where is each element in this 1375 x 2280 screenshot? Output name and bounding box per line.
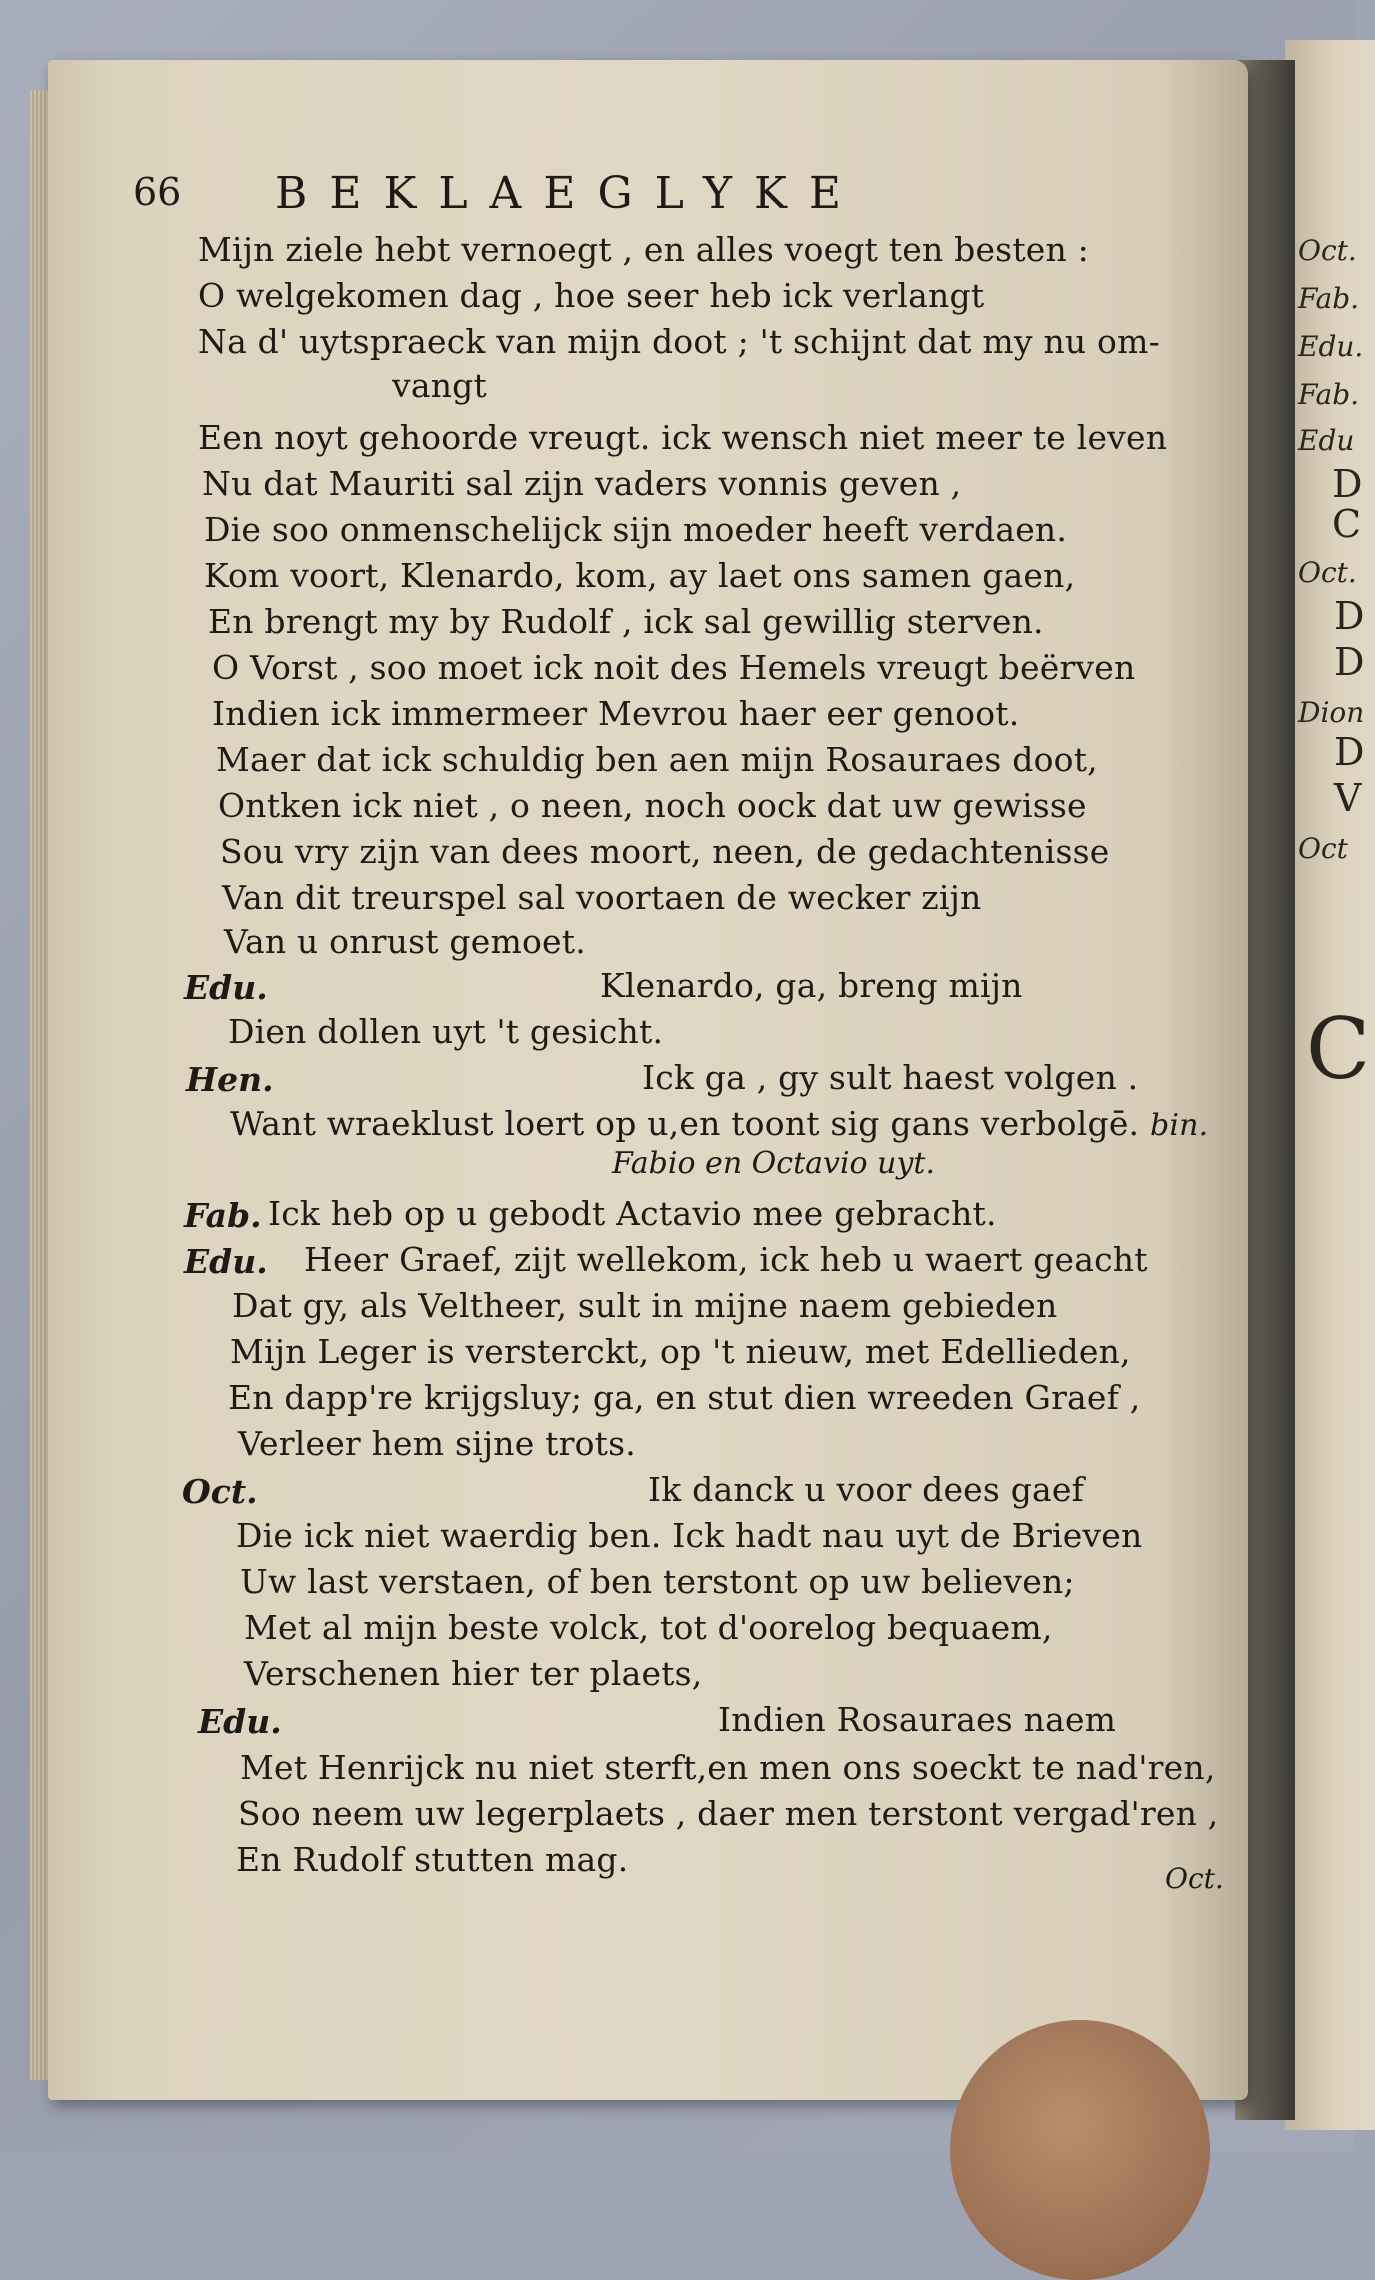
running-title: BEKLAEGLYKE bbox=[275, 168, 864, 219]
dialogue-line: Ick ga , gy sult haest volgen . bbox=[642, 1058, 1139, 1097]
facing-page-fragment: D bbox=[1332, 462, 1363, 506]
dialogue-line: Klenardo, ga, breng mijn bbox=[600, 966, 1023, 1005]
speaker-label: Edu. bbox=[198, 1702, 282, 1741]
verse-line: O welgekomen dag , hoe seer heb ick verlangt bbox=[198, 276, 985, 315]
speaker-label: Edu. bbox=[184, 1242, 268, 1281]
verse-line: Een noyt gehoorde vreugt. ick wensch niet meer te leven bbox=[198, 418, 1168, 457]
verse-line: Indien ick immermeer Mevrou haer eer genoot. bbox=[212, 694, 1020, 733]
dialogue-line: Ick heb op u gebodt Actavio mee gebracht. bbox=[268, 1194, 997, 1233]
verse-line: Na d' uytspraeck van mijn doot ; 't schijnt dat my nu om- bbox=[198, 322, 1160, 361]
verse-line: Sou vry zijn van dees moort, neen, de gedachtenisse bbox=[220, 832, 1110, 871]
stage-direction: Fabio en Octavio uyt. bbox=[612, 1146, 936, 1181]
verse-line: Mijn ziele hebt vernoegt , en alles voegt ten besten : bbox=[198, 230, 1089, 269]
dialogue-line: Met Henrijck nu niet sterft,en men ons soeckt te nad'ren, bbox=[240, 1748, 1216, 1787]
facing-page-fragment: Dion bbox=[1298, 696, 1365, 729]
dialogue-line: Verschenen hier ter plaets, bbox=[244, 1654, 703, 1693]
dialogue-line: Heer Graef, zijt wellekom, ick heb u waert geacht bbox=[304, 1240, 1148, 1279]
facing-page-fragment: D bbox=[1334, 594, 1365, 638]
dialogue-line: Mijn Leger is versterckt, op 't nieuw, met Edellieden, bbox=[230, 1332, 1131, 1371]
verse-line: Van u onrust gemoet. bbox=[224, 922, 586, 961]
facing-page-fragment: V bbox=[1334, 776, 1362, 820]
speaker-label: Oct. bbox=[182, 1472, 258, 1511]
dialogue-line: Met al mijn beste volck, tot d'oorelog bequaem, bbox=[244, 1608, 1053, 1647]
dialogue-text: Want wraeklust loert op u,en toont sig gans verbolgē. bbox=[230, 1104, 1140, 1143]
facing-page-initial: C bbox=[1306, 1000, 1371, 1098]
facing-page-fragment: Oct. bbox=[1298, 234, 1357, 267]
facing-page-fragment: Oct bbox=[1298, 832, 1348, 865]
speaker-label: Fab. bbox=[184, 1196, 262, 1235]
dialogue-line: Verleer hem sijne trots. bbox=[238, 1424, 636, 1463]
verse-line: Nu dat Mauriti sal zijn vaders vonnis geven , bbox=[202, 464, 962, 503]
verse-line: Die soo onmenschelijck sijn moeder heeft verdaen. bbox=[204, 510, 1068, 549]
verse-line: Ontken ick niet , o neen, noch oock dat uw gewisse bbox=[218, 786, 1087, 825]
verse-line: Kom voort, Klenardo, kom, ay laet ons samen gaen, bbox=[204, 556, 1076, 595]
facing-page-fragment: Oct. bbox=[1298, 556, 1357, 589]
dialogue-line: Die ick niet waerdig ben. Ick hadt nau uyt de Brieven bbox=[236, 1516, 1143, 1555]
verse-line: En brengt my by Rudolf , ick sal gewillig sterven. bbox=[208, 602, 1044, 641]
facing-page-fragment: D bbox=[1334, 640, 1365, 684]
aside-mark: bin. bbox=[1149, 1108, 1209, 1143]
facing-page-fragment: Fab. bbox=[1298, 378, 1360, 411]
dialogue-line: Ik danck u voor dees gaef bbox=[648, 1470, 1085, 1509]
facing-page-fragment: Edu. bbox=[1298, 330, 1364, 363]
verse-line: O Vorst , soo moet ick noit des Hemels vreugt beërven bbox=[212, 648, 1136, 687]
dialogue-line: Dat gy, als Veltheer, sult in mijne naem gebieden bbox=[232, 1286, 1058, 1325]
facing-page-fragment: D bbox=[1334, 730, 1365, 774]
verse-line: Van dit treurspel sal voortaen de wecker zijn bbox=[222, 878, 982, 917]
dialogue-line: Indien Rosauraes naem bbox=[718, 1700, 1117, 1739]
page-number: 66 bbox=[133, 170, 182, 214]
verse-line: vangt bbox=[392, 366, 487, 405]
catchword: Oct. bbox=[1165, 1862, 1224, 1895]
dialogue-line: En Rudolf stutten mag. bbox=[236, 1840, 629, 1879]
speaker-label: Edu. bbox=[184, 968, 268, 1007]
facing-page-fragment: Fab. bbox=[1298, 282, 1360, 315]
dialogue-line bbox=[230, 1104, 1208, 1146]
dialogue-line: Uw last verstaen, of ben terstont op uw believen; bbox=[240, 1562, 1075, 1601]
verse-line: Maer dat ick schuldig ben aen mijn Rosauraes doot, bbox=[216, 740, 1098, 779]
facing-page-fragment: C bbox=[1332, 502, 1362, 546]
dialogue-line: En dapp're krijgsluy; ga, en stut dien wreeden Graef , bbox=[228, 1378, 1141, 1417]
facing-page-fragment: Edu bbox=[1298, 424, 1355, 457]
dialogue-line: Dien dollen uyt 't gesicht. bbox=[228, 1012, 664, 1051]
speaker-label: Hen. bbox=[186, 1060, 274, 1099]
dialogue-line: Soo neem uw legerplaets , daer men terstont vergad'ren , bbox=[238, 1794, 1219, 1833]
